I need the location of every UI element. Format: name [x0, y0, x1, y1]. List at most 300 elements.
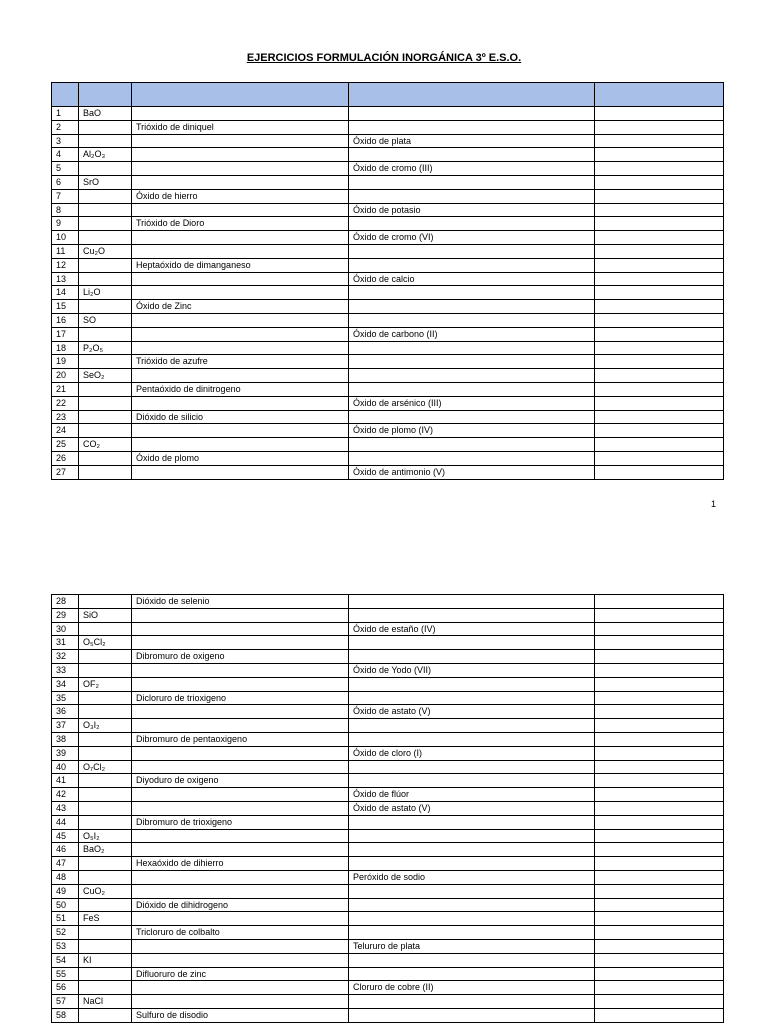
table-row — [52, 677, 724, 691]
stock-name-cell[interactable]: Óxido de astato (V) — [349, 801, 595, 815]
systematic-name-cell[interactable] — [132, 995, 349, 1009]
systematic-name-cell[interactable] — [132, 424, 349, 438]
traditional-name-cell[interactable] — [595, 801, 724, 815]
formula-cell[interactable] — [79, 691, 132, 705]
formula-cell[interactable] — [79, 732, 132, 746]
systematic-name-cell[interactable]: Trióxido de Dioro — [132, 217, 349, 231]
traditional-name-cell[interactable] — [595, 898, 724, 912]
row-number: 54 — [52, 953, 79, 967]
row-number: 3 — [52, 134, 79, 148]
traditional-name-cell[interactable] — [595, 967, 724, 981]
systematic-name-cell[interactable] — [132, 912, 349, 926]
traditional-name-cell[interactable] — [595, 424, 724, 438]
row-number: 22 — [52, 396, 79, 410]
stock-name-cell[interactable] — [349, 732, 595, 746]
traditional-name-cell[interactable] — [595, 465, 724, 479]
formula-cell[interactable] — [79, 622, 132, 636]
formula-cell[interactable] — [79, 410, 132, 424]
systematic-name-cell[interactable] — [132, 663, 349, 677]
stock-name-cell[interactable]: Óxido de estaño (IV) — [349, 622, 595, 636]
formula-cell[interactable] — [79, 217, 132, 231]
traditional-name-cell[interactable] — [595, 313, 724, 327]
systematic-name-cell[interactable]: Hexaóxido de dihierro — [132, 857, 349, 871]
table-row — [52, 788, 724, 802]
systematic-name-cell[interactable]: Sulfuro de disodio — [132, 1008, 349, 1022]
systematic-name-cell[interactable]: Óxido de Zinc — [132, 300, 349, 314]
stock-name-cell[interactable] — [349, 595, 595, 609]
traditional-name-cell[interactable] — [595, 258, 724, 272]
table-row — [52, 107, 724, 121]
systematic-name-cell[interactable] — [132, 272, 349, 286]
stock-name-cell[interactable] — [349, 953, 595, 967]
traditional-name-cell[interactable] — [595, 788, 724, 802]
formula-cell[interactable] — [79, 134, 132, 148]
table-row — [52, 465, 724, 479]
traditional-name-cell[interactable] — [595, 815, 724, 829]
stock-name-cell[interactable] — [349, 995, 595, 1009]
row-number: 41 — [52, 774, 79, 788]
row-number: 48 — [52, 870, 79, 884]
row-number: 39 — [52, 746, 79, 760]
stock-name-cell[interactable] — [349, 189, 595, 203]
systematic-name-cell[interactable] — [132, 677, 349, 691]
header-cell — [132, 83, 349, 107]
formula-cell[interactable] — [79, 857, 132, 871]
systematic-name-cell[interactable] — [132, 939, 349, 953]
row-number: 40 — [52, 760, 79, 774]
systematic-name-cell[interactable] — [132, 286, 349, 300]
table-row — [52, 981, 724, 995]
traditional-name-cell[interactable] — [595, 438, 724, 452]
traditional-name-cell[interactable] — [595, 677, 724, 691]
stock-name-cell[interactable] — [349, 258, 595, 272]
formula-cell[interactable]: O₃I₂ — [79, 719, 132, 733]
formula-cell[interactable] — [79, 939, 132, 953]
table-row — [52, 382, 724, 396]
traditional-name-cell[interactable] — [595, 995, 724, 1009]
formula-cell[interactable] — [79, 231, 132, 245]
traditional-name-cell[interactable] — [595, 120, 724, 134]
systematic-name-cell[interactable]: Diyoduro de oxigeno — [132, 774, 349, 788]
stock-name-cell[interactable] — [349, 760, 595, 774]
traditional-name-cell[interactable] — [595, 857, 724, 871]
systematic-name-cell[interactable] — [132, 843, 349, 857]
traditional-name-cell[interactable] — [595, 884, 724, 898]
formula-cell[interactable]: BaO₂ — [79, 843, 132, 857]
traditional-name-cell[interactable] — [595, 953, 724, 967]
systematic-name-cell[interactable] — [132, 244, 349, 258]
traditional-name-cell[interactable] — [595, 189, 724, 203]
formula-cell[interactable] — [79, 663, 132, 677]
stock-name-cell[interactable] — [349, 677, 595, 691]
formula-cell[interactable] — [79, 189, 132, 203]
traditional-name-cell[interactable] — [595, 843, 724, 857]
stock-name-cell[interactable]: Óxido de calcio — [349, 272, 595, 286]
formula-cell[interactable] — [79, 327, 132, 341]
row-number: 2 — [52, 120, 79, 134]
table-row — [52, 258, 724, 272]
table-row — [52, 438, 724, 452]
traditional-name-cell[interactable] — [595, 369, 724, 383]
formula-cell[interactable] — [79, 1008, 132, 1022]
row-number: 7 — [52, 189, 79, 203]
systematic-name-cell[interactable] — [132, 801, 349, 815]
formula-cell[interactable] — [79, 382, 132, 396]
table-row — [52, 953, 724, 967]
stock-name-cell[interactable] — [349, 1008, 595, 1022]
stock-name-cell[interactable] — [349, 691, 595, 705]
formula-cell[interactable]: O₅I₂ — [79, 829, 132, 843]
traditional-name-cell[interactable] — [595, 341, 724, 355]
traditional-name-cell[interactable] — [595, 981, 724, 995]
exercise-table-1 — [51, 82, 724, 480]
formula-cell[interactable] — [79, 815, 132, 829]
traditional-name-cell[interactable] — [595, 300, 724, 314]
systematic-name-cell[interactable]: Dibromuro de pentaoxigeno — [132, 732, 349, 746]
formula-cell[interactable]: NaCl — [79, 995, 132, 1009]
systematic-name-cell[interactable] — [132, 148, 349, 162]
formula-cell[interactable]: OF₂ — [79, 677, 132, 691]
stock-name-cell[interactable] — [349, 300, 595, 314]
stock-name-cell[interactable]: Óxido de cromo (III) — [349, 162, 595, 176]
systematic-name-cell[interactable]: Trióxido de azufre — [132, 355, 349, 369]
formula-cell[interactable]: SiO — [79, 608, 132, 622]
systematic-name-cell[interactable] — [132, 203, 349, 217]
row-number: 53 — [52, 939, 79, 953]
traditional-name-cell[interactable] — [595, 622, 724, 636]
systematic-name-cell[interactable]: Dibromuro de oxigeno — [132, 650, 349, 664]
systematic-name-cell[interactable] — [132, 231, 349, 245]
formula-cell[interactable] — [79, 705, 132, 719]
stock-name-cell[interactable] — [349, 608, 595, 622]
formula-cell[interactable]: SrO — [79, 175, 132, 189]
systematic-name-cell[interactable]: Tricloruro de colbalto — [132, 926, 349, 940]
table-row — [52, 732, 724, 746]
systematic-name-cell[interactable] — [132, 608, 349, 622]
systematic-name-cell[interactable] — [132, 465, 349, 479]
table-row — [52, 870, 724, 884]
traditional-name-cell[interactable] — [595, 691, 724, 705]
traditional-name-cell[interactable] — [595, 636, 724, 650]
stock-name-cell[interactable] — [349, 451, 595, 465]
systematic-name-cell[interactable] — [132, 981, 349, 995]
systematic-name-cell[interactable] — [132, 884, 349, 898]
formula-cell[interactable] — [79, 451, 132, 465]
stock-name-cell[interactable]: Cloruro de cobre (II) — [349, 981, 595, 995]
stock-name-cell[interactable] — [349, 719, 595, 733]
row-number: 9 — [52, 217, 79, 231]
traditional-name-cell[interactable] — [595, 1008, 724, 1022]
stock-name-cell[interactable]: Óxido de cloro (I) — [349, 746, 595, 760]
traditional-name-cell[interactable] — [595, 939, 724, 953]
formula-cell[interactable]: BaO — [79, 107, 132, 121]
table-row — [52, 451, 724, 465]
traditional-name-cell[interactable] — [595, 663, 724, 677]
stock-name-cell[interactable] — [349, 774, 595, 788]
traditional-name-cell[interactable] — [595, 272, 724, 286]
formula-cell[interactable] — [79, 355, 132, 369]
traditional-name-cell[interactable] — [595, 175, 724, 189]
traditional-name-cell[interactable] — [595, 134, 724, 148]
systematic-name-cell[interactable] — [132, 746, 349, 760]
formula-cell[interactable] — [79, 981, 132, 995]
formula-cell[interactable] — [79, 203, 132, 217]
stock-name-cell[interactable] — [349, 912, 595, 926]
systematic-name-cell[interactable] — [132, 175, 349, 189]
traditional-name-cell[interactable] — [595, 829, 724, 843]
systematic-name-cell[interactable] — [132, 788, 349, 802]
stock-name-cell[interactable] — [349, 341, 595, 355]
row-number: 57 — [52, 995, 79, 1009]
formula-cell[interactable]: SeO₂ — [79, 369, 132, 383]
formula-cell[interactable] — [79, 870, 132, 884]
stock-name-cell[interactable]: Óxido de plata — [349, 134, 595, 148]
formula-cell[interactable] — [79, 926, 132, 940]
table-row — [52, 829, 724, 843]
systematic-name-cell[interactable]: Dicloruro de trioxigeno — [132, 691, 349, 705]
formula-cell[interactable]: O₇Cl₂ — [79, 760, 132, 774]
table-row — [52, 162, 724, 176]
traditional-name-cell[interactable] — [595, 870, 724, 884]
stock-name-cell[interactable] — [349, 410, 595, 424]
stock-name-cell[interactable]: Óxido de arsénico (III) — [349, 396, 595, 410]
formula-cell[interactable] — [79, 258, 132, 272]
systematic-name-cell[interactable] — [132, 162, 349, 176]
table-row — [52, 424, 724, 438]
row-number: 11 — [52, 244, 79, 258]
row-number: 33 — [52, 663, 79, 677]
stock-name-cell[interactable]: Peróxido de sodio — [349, 870, 595, 884]
systematic-name-cell[interactable] — [132, 134, 349, 148]
traditional-name-cell[interactable] — [595, 774, 724, 788]
row-number: 55 — [52, 967, 79, 981]
row-number: 51 — [52, 912, 79, 926]
systematic-name-cell[interactable] — [132, 369, 349, 383]
traditional-name-cell[interactable] — [595, 650, 724, 664]
systematic-name-cell[interactable] — [132, 341, 349, 355]
table-row — [52, 369, 724, 383]
stock-name-cell[interactable] — [349, 382, 595, 396]
table-row — [52, 595, 724, 609]
stock-name-cell[interactable]: Óxido de flúor — [349, 788, 595, 802]
systematic-name-cell[interactable]: Dióxido de selenio — [132, 595, 349, 609]
formula-cell[interactable]: FeS — [79, 912, 132, 926]
systematic-name-cell[interactable] — [132, 870, 349, 884]
systematic-name-cell[interactable] — [132, 636, 349, 650]
row-number: 25 — [52, 438, 79, 452]
formula-cell[interactable] — [79, 162, 132, 176]
formula-cell[interactable]: CO₂ — [79, 438, 132, 452]
stock-name-cell[interactable] — [349, 829, 595, 843]
table-row — [52, 912, 724, 926]
stock-name-cell[interactable] — [349, 815, 595, 829]
stock-name-cell[interactable]: Telururo de plata — [349, 939, 595, 953]
traditional-name-cell[interactable] — [595, 926, 724, 940]
traditional-name-cell[interactable] — [595, 327, 724, 341]
systematic-name-cell[interactable] — [132, 719, 349, 733]
table-row — [52, 1008, 724, 1022]
traditional-name-cell[interactable] — [595, 912, 724, 926]
stock-name-cell[interactable]: Óxido de antimonio (V) — [349, 465, 595, 479]
traditional-name-cell[interactable] — [595, 107, 724, 121]
stock-name-cell[interactable] — [349, 120, 595, 134]
table-row — [52, 967, 724, 981]
systematic-name-cell[interactable] — [132, 313, 349, 327]
table-row — [52, 939, 724, 953]
row-number: 36 — [52, 705, 79, 719]
row-number: 18 — [52, 341, 79, 355]
row-number: 35 — [52, 691, 79, 705]
formula-cell[interactable] — [79, 120, 132, 134]
row-number: 14 — [52, 286, 79, 300]
stock-name-cell[interactable]: Óxido de potasio — [349, 203, 595, 217]
traditional-name-cell[interactable] — [595, 203, 724, 217]
stock-name-cell[interactable] — [349, 926, 595, 940]
stock-name-cell[interactable]: Óxido de Yodo (VII) — [349, 663, 595, 677]
traditional-name-cell[interactable] — [595, 719, 724, 733]
formula-cell[interactable] — [79, 424, 132, 438]
formula-cell[interactable] — [79, 300, 132, 314]
formula-cell[interactable]: CuO₂ — [79, 884, 132, 898]
systematic-name-cell[interactable]: Dióxido de dihidrogeno — [132, 898, 349, 912]
formula-cell[interactable] — [79, 650, 132, 664]
traditional-name-cell[interactable] — [595, 451, 724, 465]
row-number: 44 — [52, 815, 79, 829]
stock-name-cell[interactable] — [349, 244, 595, 258]
table-row — [52, 622, 724, 636]
systematic-name-cell[interactable] — [132, 396, 349, 410]
stock-name-cell[interactable] — [349, 650, 595, 664]
systematic-name-cell[interactable]: Óxido de plomo — [132, 451, 349, 465]
stock-name-cell[interactable]: Óxido de cromo (VI) — [349, 231, 595, 245]
systematic-name-cell[interactable] — [132, 622, 349, 636]
table-row — [52, 134, 724, 148]
systematic-name-cell[interactable] — [132, 705, 349, 719]
formula-cell[interactable] — [79, 465, 132, 479]
table-row — [52, 203, 724, 217]
table-row — [52, 396, 724, 410]
systematic-name-cell[interactable] — [132, 107, 349, 121]
formula-cell[interactable] — [79, 774, 132, 788]
traditional-name-cell[interactable] — [595, 595, 724, 609]
traditional-name-cell[interactable] — [595, 355, 724, 369]
stock-name-cell[interactable] — [349, 286, 595, 300]
row-number: 30 — [52, 622, 79, 636]
traditional-name-cell[interactable] — [595, 746, 724, 760]
row-number: 15 — [52, 300, 79, 314]
formula-cell[interactable] — [79, 801, 132, 815]
traditional-name-cell[interactable] — [595, 148, 724, 162]
formula-cell[interactable]: O₅Cl₂ — [79, 636, 132, 650]
formula-cell[interactable] — [79, 898, 132, 912]
systematic-name-cell[interactable]: Difluoruro de zinc — [132, 967, 349, 981]
formula-cell[interactable] — [79, 746, 132, 760]
stock-name-cell[interactable] — [349, 884, 595, 898]
traditional-name-cell[interactable] — [595, 396, 724, 410]
systematic-name-cell[interactable] — [132, 327, 349, 341]
formula-cell[interactable]: KI — [79, 953, 132, 967]
traditional-name-cell[interactable] — [595, 382, 724, 396]
formula-cell[interactable]: Al₂O₃ — [79, 148, 132, 162]
traditional-name-cell[interactable] — [595, 608, 724, 622]
formula-cell[interactable]: Cu₂O — [79, 244, 132, 258]
page-number: 1 — [711, 499, 717, 509]
formula-cell[interactable] — [79, 788, 132, 802]
stock-name-cell[interactable] — [349, 148, 595, 162]
row-number: 23 — [52, 410, 79, 424]
formula-cell[interactable] — [79, 967, 132, 981]
row-number: 46 — [52, 843, 79, 857]
stock-name-cell[interactable]: Óxido de plomo (IV) — [349, 424, 595, 438]
row-number: 56 — [52, 981, 79, 995]
table-row — [52, 705, 724, 719]
systematic-name-cell[interactable] — [132, 953, 349, 967]
formula-cell[interactable]: SO — [79, 313, 132, 327]
stock-name-cell[interactable]: Óxido de astato (V) — [349, 705, 595, 719]
stock-name-cell[interactable] — [349, 857, 595, 871]
row-number: 37 — [52, 719, 79, 733]
systematic-name-cell[interactable]: Dibromuro de trioxigeno — [132, 815, 349, 829]
traditional-name-cell[interactable] — [595, 410, 724, 424]
systematic-name-cell[interactable]: Heptaóxido de dimanganeso — [132, 258, 349, 272]
table-header-row — [52, 83, 724, 107]
stock-name-cell[interactable] — [349, 438, 595, 452]
table-row — [52, 286, 724, 300]
table-row — [52, 843, 724, 857]
traditional-name-cell[interactable] — [595, 244, 724, 258]
traditional-name-cell[interactable] — [595, 760, 724, 774]
stock-name-cell[interactable] — [349, 636, 595, 650]
formula-cell[interactable]: P₂O₅ — [79, 341, 132, 355]
table-row — [52, 189, 724, 203]
systematic-name-cell[interactable] — [132, 438, 349, 452]
row-number: 42 — [52, 788, 79, 802]
systematic-name-cell[interactable]: Pentaóxido de dinitrogeno — [132, 382, 349, 396]
stock-name-cell[interactable] — [349, 898, 595, 912]
stock-name-cell[interactable] — [349, 369, 595, 383]
systematic-name-cell[interactable]: Óxido de hierro — [132, 189, 349, 203]
stock-name-cell[interactable] — [349, 355, 595, 369]
row-number: 1 — [52, 107, 79, 121]
row-number: 20 — [52, 369, 79, 383]
traditional-name-cell[interactable] — [595, 231, 724, 245]
traditional-name-cell[interactable] — [595, 705, 724, 719]
stock-name-cell[interactable] — [349, 107, 595, 121]
stock-name-cell[interactable] — [349, 843, 595, 857]
traditional-name-cell[interactable] — [595, 286, 724, 300]
traditional-name-cell[interactable] — [595, 732, 724, 746]
row-number: 4 — [52, 148, 79, 162]
formula-cell[interactable] — [79, 595, 132, 609]
stock-name-cell[interactable] — [349, 217, 595, 231]
formula-cell[interactable]: Li₂O — [79, 286, 132, 300]
systematic-name-cell[interactable] — [132, 829, 349, 843]
traditional-name-cell[interactable] — [595, 217, 724, 231]
stock-name-cell[interactable]: Óxido de carbono (II) — [349, 327, 595, 341]
systematic-name-cell[interactable]: Dióxido de silicio — [132, 410, 349, 424]
stock-name-cell[interactable] — [349, 175, 595, 189]
row-number: 12 — [52, 258, 79, 272]
traditional-name-cell[interactable] — [595, 162, 724, 176]
table-row — [52, 327, 724, 341]
stock-name-cell[interactable] — [349, 313, 595, 327]
formula-cell[interactable] — [79, 396, 132, 410]
stock-name-cell[interactable] — [349, 967, 595, 981]
formula-cell[interactable] — [79, 272, 132, 286]
systematic-name-cell[interactable] — [132, 760, 349, 774]
systematic-name-cell[interactable]: Trióxido de diniquel — [132, 120, 349, 134]
table-row — [52, 313, 724, 327]
